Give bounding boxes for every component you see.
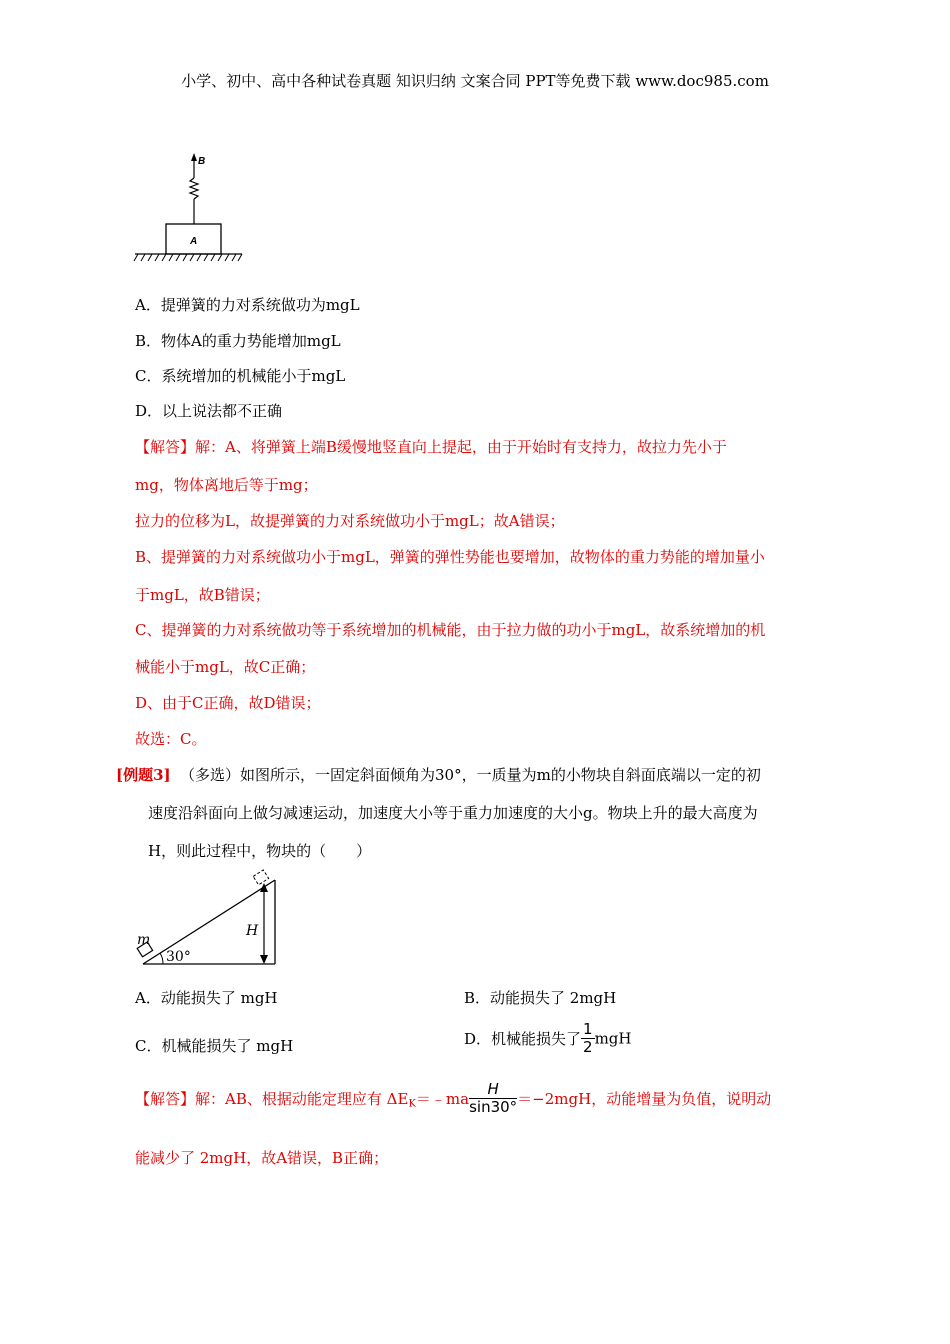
answer-line-5: 于mgL，故B错误； (135, 586, 270, 604)
answer-line-2: mg，物体离地后等于mg； (135, 476, 318, 494)
label-angle: 30° (166, 949, 191, 965)
answer-line-6: C、提弹簧的力对系统做功等于系统增加的机械能，由于拉力做的功小于mgL，故系统增加的机 (135, 621, 766, 639)
example-line-1: （多选）如图所示，一固定斜面倾角为30°，一质量为m的小物块自斜面底端以一定的初 (180, 766, 761, 784)
answer-line-7: 械能小于mgL，故C正确； (135, 658, 316, 676)
label-h: H (246, 923, 259, 939)
ex-option-d: D．机械能损失了 $\frac{1}{2}$ mgH (464, 1020, 632, 1056)
one-half-fraction: $\frac{1}{2}$ (583, 1020, 593, 1056)
label-b: B (198, 156, 206, 167)
incline-figure (130, 868, 290, 970)
spring-block-figure (130, 150, 250, 268)
answer-line-1: 【解答】解：A、将弹簧上端B缓慢地竖直向上提起，由于开始时有支持力，故拉力先小于 (135, 438, 727, 456)
h-over-sin30-fraction: $\frac{H}{\sin 30^\circ}$ (469, 1080, 518, 1116)
label-m: m (137, 932, 151, 948)
ex-option-b: B．动能损失了 2mgH (464, 989, 617, 1007)
answer-line-8: D、由于C正确，故D错误； (135, 694, 321, 712)
answer-line-4: B、提弹簧的力对系统做功小于mgL，弹簧的弹性势能也要增加，故物体的重力势能的增加量小 (135, 548, 765, 566)
ex-answer-line-2: 能减少了 2mgH，故A错误，B正确； (135, 1149, 389, 1167)
ex-answer-line-1: 【解答】解：AB、根据动能定理应有 $\Delta E_K=﹣ma$ $\frac{H}{\sin 30^\circ}$ ＝−2mgH，动能增量为负值，说明动 (135, 1080, 772, 1116)
option-a: A．提弹簧的力对系统做功为mgL (135, 296, 360, 314)
ex-option-a: A．动能损失了 mgH (135, 989, 278, 1007)
example-line-2: 速度沿斜面向上做匀减速运动，加速度大小等于重力加速度的大小g。物块上升的最大高度为 (148, 804, 758, 822)
label-a: A (190, 236, 198, 247)
option-d: D．以上说法都不正确 (135, 402, 283, 420)
option-b: B．物体A的重力势能增加mgL (135, 332, 341, 350)
answer-line-3: 拉力的位移为L，故提弹簧的力对系统做功小于mgL；故A错误； (135, 512, 565, 530)
ex-answer-tag: 【解答】 (135, 1090, 196, 1108)
option-c: C．系统增加的机械能小于mgL (135, 367, 346, 385)
ex-option-c: C．机械能损失了 mgH (135, 1037, 294, 1055)
answer-line-9: 故选：C。 (135, 730, 207, 748)
answer-tag: 【解答】 (135, 438, 196, 456)
page-header: 小学、初中、高中各种试卷真题 知识归纳 文案合同 PPT等免费下载 www.doc985.com (181, 72, 769, 90)
example-tag: [例题3] (116, 766, 171, 784)
example-line-3: H，则此过程中，物块的（ ） (148, 842, 372, 860)
